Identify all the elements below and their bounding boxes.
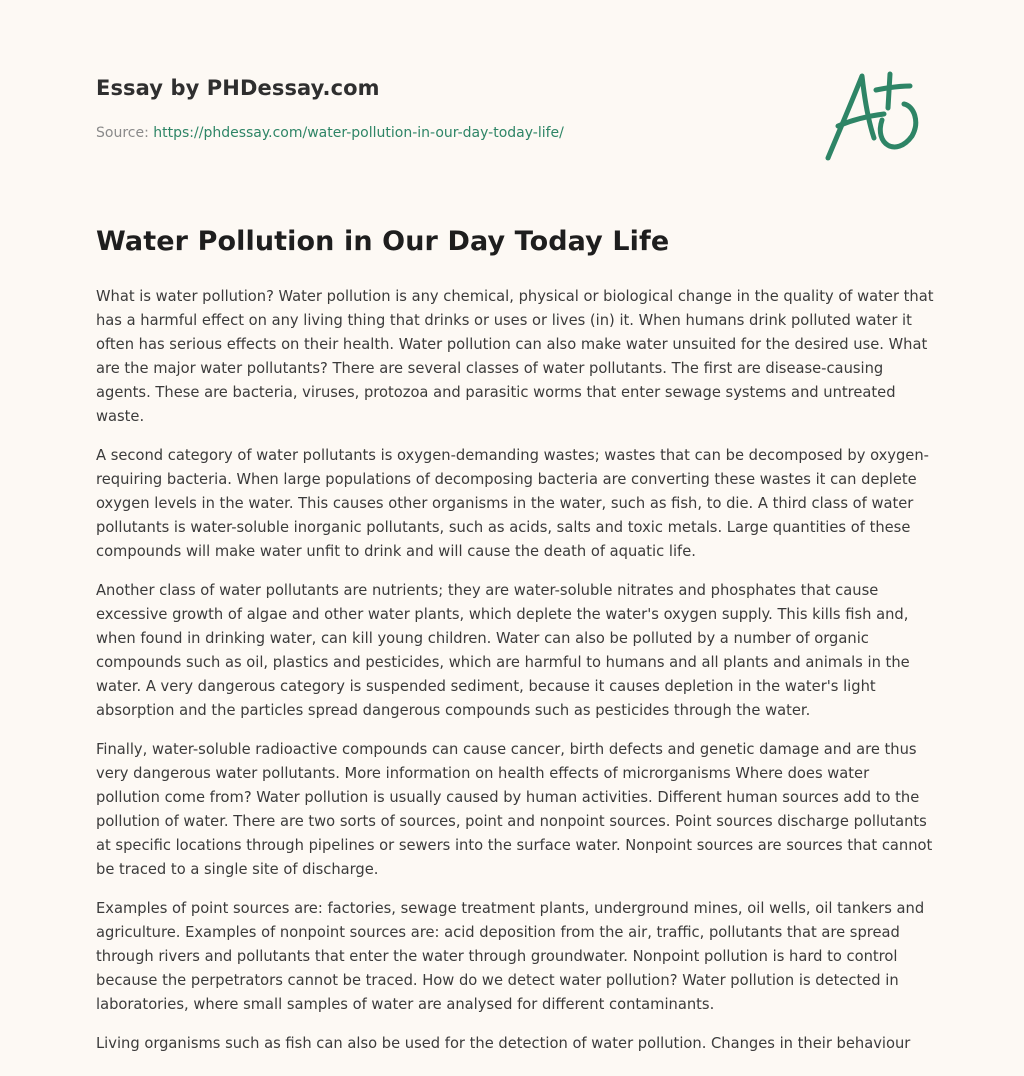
source-line [96,125,816,141]
essay-body [96,285,934,1071]
paragraph-1: What is water pollution? Water pollution is any chemical, physical or biological change in the quality of water that has a harmful effect on any living thing that drinks or uses or lives (in) it. When humans drink polluted water it often has serious effects on their health. Water pollution can also make water unsuited for the desired use. What are the major water pollutants? There are several classes of water pollutants. The first are disease-causing agents. These are bacteria, viruses, protozoa and parasitic worms that enter sewage systems and untreated waste. [96,288,934,425]
source-label: Source: [96,125,149,141]
paragraph-6: Living organisms such as fish can also be used for the detection of water pollution. Changes in their behaviour [96,1035,911,1052]
brand-name: Essay by PHDessay.com [96,76,380,100]
source-link[interactable]: https://phdessay.com/water-pollution-in-our-day-today-life/ [153,125,564,141]
a-plus-logo-icon [818,64,928,168]
essay-header [96,76,816,141]
paragraph-5: Examples of point sources are: factories, sewage treatment plants, underground mines, oil wells, oil tankers and agriculture. Examples of nonpoint sources are: acid deposition from the air, traffic, pollutants that are spread through rivers and pollutants that enter the water through groundwater. Nonpoint pollution is hard to control because the perpetrators cannot be traced. How do we detect water pollution? Water pollution is detected in laboratories, where small samples of water are analysed for different contaminants. [96,900,925,1013]
paragraph-3: Another class of water pollutants are nutrients; they are water-soluble nitrates and phosphates that cause excessive growth of algae and other water plants, which deplete the water's oxygen supply. This kills fish and, when found in drinking water, can kill young children. Water can also be polluted by a number of organic compounds such as oil, plastics and pesticides, which are harmful to humans and all plants and animals in the water. A very dangerous category is suspended sediment, because it causes depletion in the water's light absorption and the particles spread dangerous compounds such as pesticides through the water. [96,582,910,719]
paragraph-2: A second category of water pollutants is oxygen-demanding wastes; wastes that can be decomposed by oxygen-requiring bacteria. When large populations of decomposing bacteria are converting these wastes it can deplete oxygen levels in the water. This causes other organisms in the water, such as fish, to die. A third class of water pollutants is water-soluble inorganic pollutants, such as acids, salts and toxic metals. Large quantities of these compounds will make water unfit to drink and will cause the death of aquatic life. [96,447,929,560]
essay-title: Water Pollution in Our Day Today Life [96,226,670,257]
paragraph-4: Finally, water-soluble radioactive compounds can cause cancer, birth defects and genetic damage and are thus very dangerous water pollutants. More information on health effects of microrganisms Where does water pollution come from? Water pollution is usually caused by human activities. Different human sources add to the pollution of water. There are two sorts of sources, point and nonpoint sources. Point sources discharge pollutants at specific locations through pipelines or sewers into the surface water. Nonpoint sources are sources that cannot be traced to a single site of discharge. [96,741,933,878]
